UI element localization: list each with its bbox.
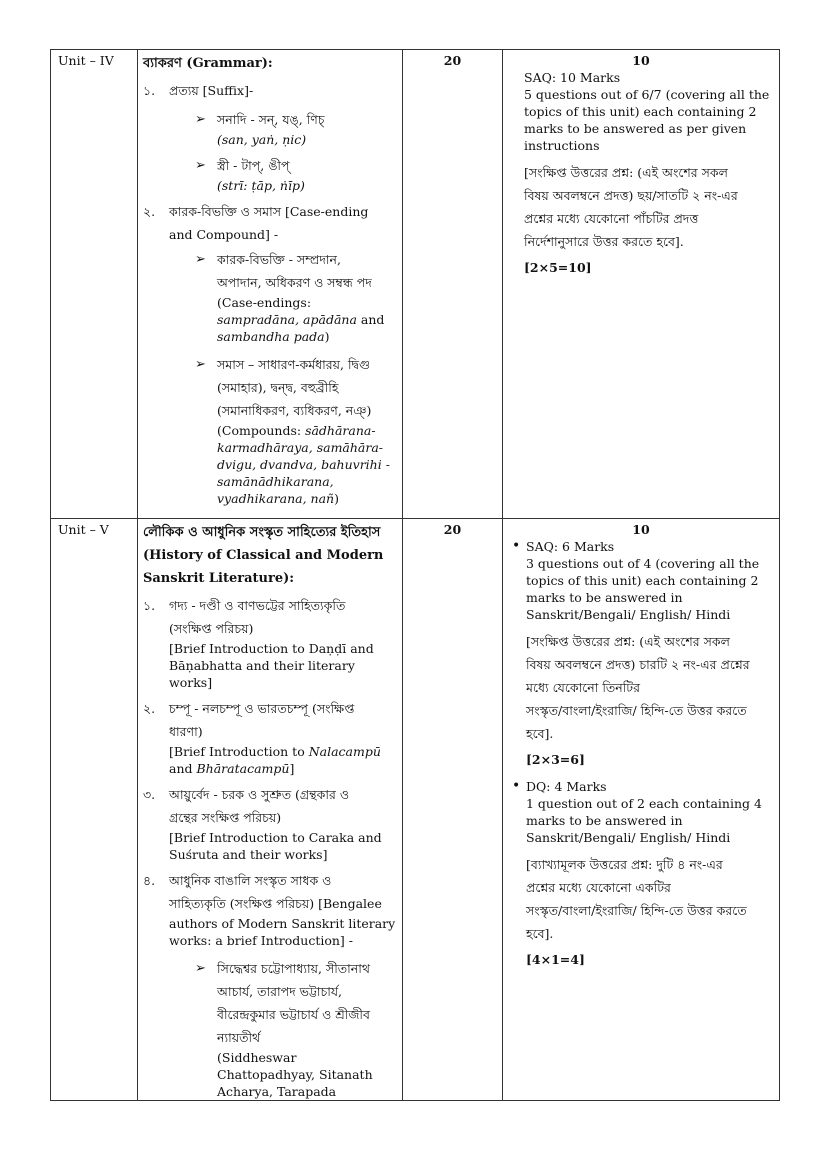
bullet-text-bn: (সমাহার), দ্বন্দ্ব, বহুব্রীহি: [217, 380, 339, 395]
bullet-text-bn: সমাস – সাধারণ-কর্মধারয়, দ্বিগু: [217, 357, 371, 372]
unit-iv-bullet-karaka: [143, 248, 397, 345]
unit-iv-title-bn: ব্যাকরণ: [143, 56, 182, 71]
saq-formula: [2×5=10]: [524, 260, 592, 275]
unit-iv-content: [138, 50, 403, 519]
item-text: আয়ুর্বেদ - চরক ও সুশ্রুত (গ্রন্থকার ও: [169, 787, 350, 802]
bullet-text-bn: আচার্য, তারাপদ ভট্টাচার্য,: [217, 984, 342, 999]
bullet-text-bn: অপাদান, অধিকরণ ও সম্বন্ধ পদ: [217, 275, 372, 290]
saq-bn-line: [সংক্ষিপ্ত উত্তরের প্রশ্ন: (এই অংশের সকল: [524, 165, 728, 180]
bullet-text-bn: সনাদি - সন্, যঙ্, ণিচ্: [217, 112, 325, 127]
item-text: চম্পূ - নলচম্পূ ও ভারতচম্পূ (সংক্ষিপ্ত: [169, 701, 355, 716]
saq-bn-line: বিষয় অবলম্বনে প্রদত্ত) ছয়/সাতটি ২ নং-এর: [524, 188, 738, 203]
unit-iv-label: Unit – IV: [51, 50, 138, 519]
unit-v-dq: [508, 778, 774, 968]
item-number: ৪.: [143, 873, 156, 888]
saq-title: SAQ: 10 Marks: [524, 70, 621, 85]
item-text-cont: গ্রন্থের সংক্ষিপ্ত পরিচয়): [169, 810, 282, 825]
unit-v-label: Unit – V: [51, 519, 138, 1101]
dq-bn-line: সংস্কৃত/বাংলা/ইংরাজি/ হিন্দি-তে উত্তর করতে: [526, 903, 747, 918]
saq-bn-line: প্রশ্নের মধ্যে যেকোনো পাঁচটির প্রদত্ত: [524, 211, 699, 226]
unit-v-item-2: [143, 697, 397, 777]
bullet-text-bn: বীরেন্দ্রকুমার ভট্টাচার্য ও শ্রীজীব: [217, 1007, 370, 1022]
unit-v-title-en: (History of Classical and Modern: [143, 548, 384, 563]
unit-v-assessment-marks: 10: [632, 522, 650, 537]
dq-bn-line: [ব্যাখ্যামূলক উত্তরের প্রশ্ন: দুটি ৪ নং-এর: [526, 857, 723, 872]
unit-v-item-4: [143, 869, 397, 949]
bullet-text-bn: ন্যায়তীর্থ: [217, 1030, 261, 1045]
bullet-text-bn: সিদ্ধেশ্বর চট্টোপাধ্যায়, সীতানাথ: [217, 961, 370, 976]
syllabus-table: [50, 49, 780, 1101]
item-text: প্রত্যয় [Suffix]-: [169, 83, 254, 98]
unit-v-item-1: [143, 594, 397, 691]
arrow-bullet-icon: ➢: [195, 252, 206, 267]
item-text-cont: (সংক্ষিপ্ত পরিচয়): [169, 621, 254, 636]
item-text-cont: সাহিত্যকৃতি (সংক্ষিপ্ত পরিচয়) [Bengalee authors of Modern Sanskrit literary works: a brief Introduction] -: [169, 896, 396, 948]
dq-description: 1 question out of 2 each containing 4 marks to be answered in Sanskrit/Bengali/ English/ Hindi: [526, 796, 762, 845]
saq-bn-line: সংস্কৃত/বাংলা/ইংরাজি/ হিন্দি-তে উত্তর করতে: [526, 703, 747, 718]
unit-v-title-en: Sanskrit Literature):: [143, 571, 295, 586]
bullet-text-bn: কারক-বিভক্তি - সম্প্রদান,: [217, 252, 341, 267]
saq-description: 3 questions out of 4 (covering all the topics of this unit) each containing 2 marks to be answered in Sanskrit/Bengali/ English/ Hindi: [526, 556, 760, 622]
bullet-dot-icon: •: [512, 538, 521, 554]
unit-v-item-3: [143, 783, 397, 863]
unit-v-title-bn: লৌকিক ও আধুনিক সংস্কৃত সাহিত্যের ইতিহাস: [143, 525, 381, 540]
bullet-text-en: (Siddheswar Chattopadhyay, Sitanath Acharya, Tarapada: [217, 1050, 373, 1099]
unit-iv-bullet-sanadi: [143, 108, 397, 148]
arrow-bullet-icon: ➢: [195, 357, 206, 372]
bullet-text-en: (strī: ṭāp, ṅīp): [217, 178, 305, 193]
unit-iv-bullet-stri: [143, 154, 397, 194]
item-text-cont: ধারণা): [169, 724, 203, 739]
item-text: গদ্য - দণ্ডী ও বাণভট্টের সাহিত্যকৃতি: [169, 598, 346, 613]
item-text-cont: and Compound] -: [169, 227, 279, 242]
saq-bn-line: বিষয় অবলম্বনে প্রদত্ত) চারটি ২ নং-এর প্রশ্নের: [526, 657, 750, 672]
unit-v-content: [138, 519, 403, 1101]
unit-iv-assessment-marks: 10: [632, 53, 650, 68]
item-text: আধুনিক বাঙালি সংস্কৃত সাধক ও: [169, 873, 332, 888]
arrow-bullet-icon: ➢: [195, 961, 206, 976]
item-text-en: [Brief Introduction to Nalacampū and Bhāratacampū]: [169, 744, 381, 776]
arrow-bullet-icon: ➢: [195, 112, 206, 127]
unit-iv-assessment: [503, 50, 780, 519]
item-text: কারক-বিভক্তি ও সমাস [Case-ending: [169, 204, 369, 219]
saq-bn-line: মধ্যে যেকোনো তিনটির: [526, 680, 640, 695]
unit-iv-marks: 20: [403, 50, 503, 519]
unit-v-assessment: [503, 519, 780, 1101]
item-text-en: [Brief Introduction to Daṇḍī and Bāṇabhatta and their literary works]: [169, 641, 374, 690]
dq-bn-line: হবে].: [526, 926, 554, 941]
unit-iv-row: [51, 50, 780, 519]
saq-bn-line: হবে].: [526, 726, 554, 741]
unit-iv-item-2: [143, 200, 397, 246]
unit-iv-title-en: (Grammar):: [181, 56, 273, 71]
dq-bn-line: প্রশ্নের মধ্যে যেকোনো একটির: [526, 880, 671, 895]
bullet-dot-icon: •: [512, 778, 521, 794]
saq-formula: [2×3=6]: [526, 752, 585, 767]
unit-v-saq: [508, 538, 774, 768]
dq-formula: [4×1=4]: [526, 952, 585, 967]
unit-v-row: [51, 519, 780, 1101]
bullet-text-en: (Compounds: sādhārana-karmadhāraya, samāhāra-dvigu, dvandva, bahuvrihi - samānādhikarana, vyadhikarana, nañ): [217, 423, 390, 506]
bullet-text-en: (Case-endings: sampradāna, apādāna and sambandha pada): [217, 295, 385, 344]
item-number: ১.: [143, 598, 156, 613]
unit-iv-item-1: [143, 79, 397, 102]
saq-title: SAQ: 6 Marks: [526, 539, 615, 554]
saq-bn-line: [সংক্ষিপ্ত উত্তরের প্রশ্ন: (এই অংশের সকল: [526, 634, 730, 649]
item-number: ১.: [143, 83, 156, 98]
bullet-text-bn: স্ত্রী - টাপ্, ঙীপ্: [217, 158, 290, 173]
saq-bn-line: নির্দেশানুসারে উত্তর করতে হবে].: [524, 234, 684, 249]
bullet-text-bn: (সমানাধিকরণ, ব্যধিকরণ, নঞ্): [217, 403, 372, 418]
unit-v-marks: 20: [403, 519, 503, 1101]
unit-iv-title: [143, 52, 397, 75]
unit-v-bullet-authors: [143, 957, 397, 1100]
item-number: ২.: [143, 701, 156, 716]
item-number: ২.: [143, 204, 156, 219]
dq-title: DQ: 4 Marks: [526, 779, 607, 794]
arrow-bullet-icon: ➢: [195, 158, 206, 173]
item-text-en: [Brief Introduction to Caraka and Suśruta and their works]: [169, 830, 382, 862]
bullet-text-en: (san, yaṅ, ṇic): [217, 132, 307, 147]
item-number: ৩.: [143, 787, 156, 802]
unit-iv-bullet-samasa: [143, 353, 397, 507]
saq-description: 5 questions out of 6/7 (covering all the topics of this unit) each containing 2 marks to be answered as per given instructions: [524, 87, 770, 153]
unit-iv-saq: [508, 69, 774, 276]
